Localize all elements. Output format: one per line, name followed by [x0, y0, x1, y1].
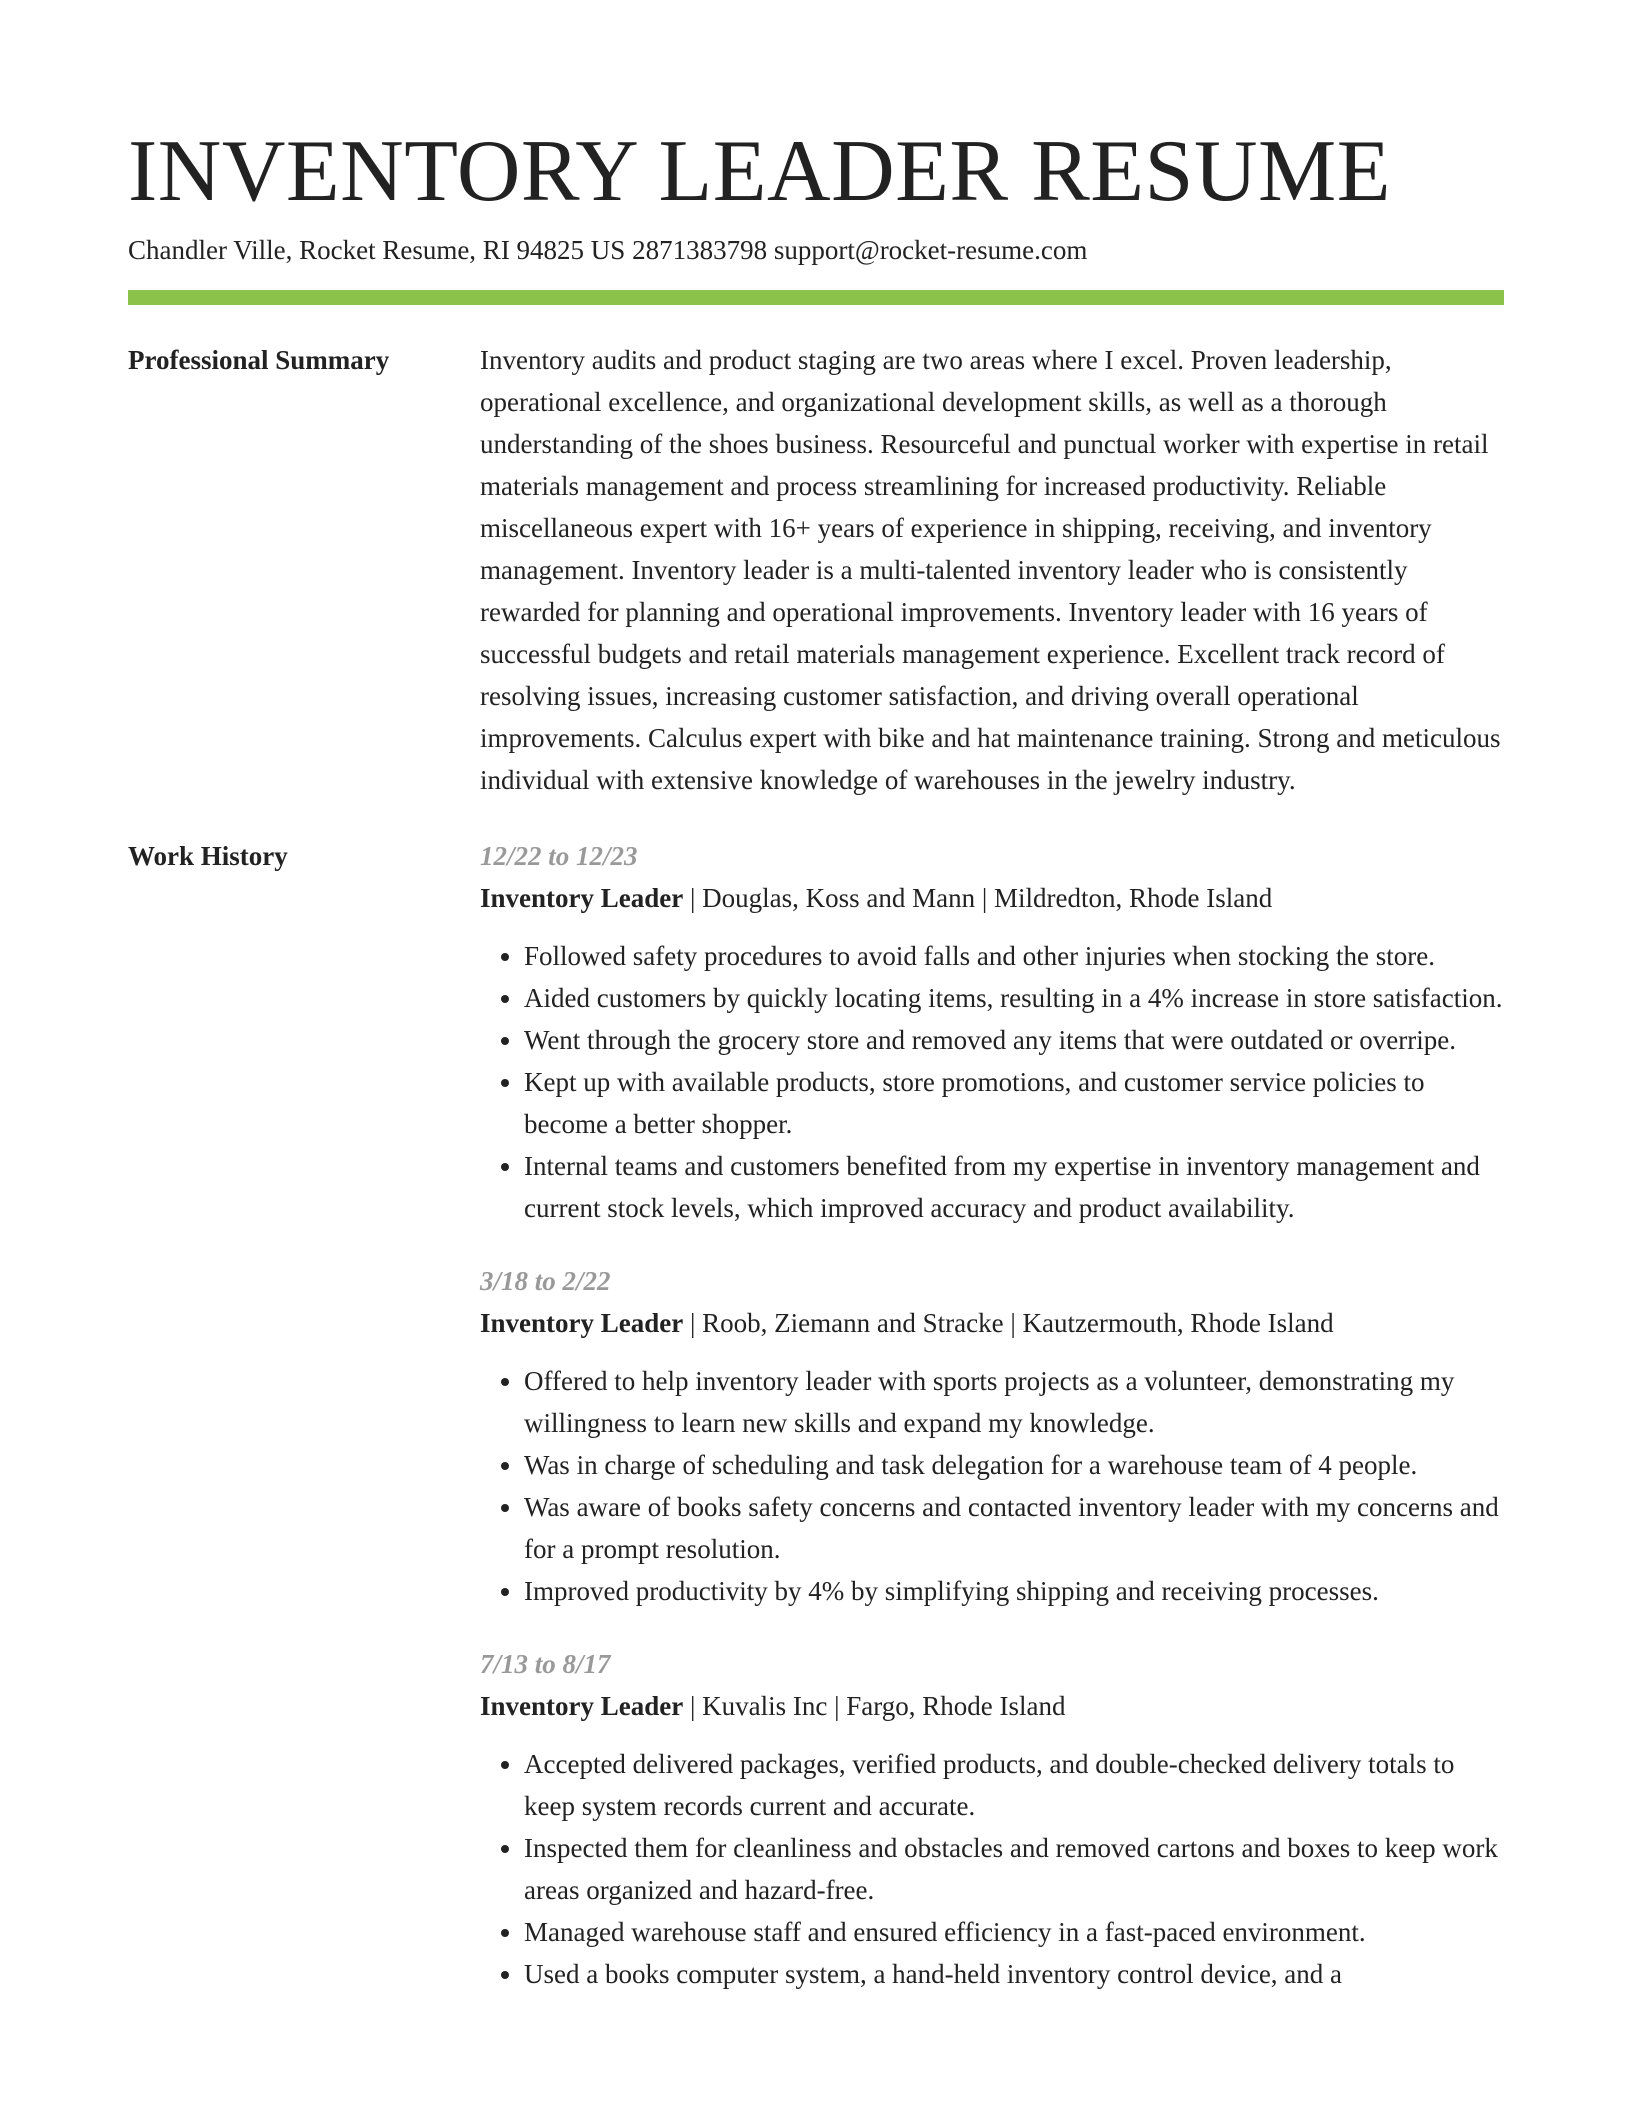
- summary-heading: Professional Summary: [128, 345, 390, 375]
- job-entry: [480, 1643, 1504, 1995]
- job-bullet: • Internal teams and customers benefited from my expertise in inventory management and current stock levels, which improved accuracy and product availability.: [524, 1145, 1504, 1229]
- separator: [1004, 1308, 1023, 1338]
- job-bullets: [480, 935, 1504, 1229]
- contact-phone: 2871383798: [632, 235, 768, 265]
- summary-body: [480, 339, 1504, 801]
- job-bullet: • Used a books computer system, a hand-held inventory control device, and a: [524, 1953, 1504, 1995]
- job-dates: 7/13 to 8/17: [480, 1649, 611, 1679]
- separator: [683, 1691, 702, 1721]
- work-history-body: [480, 835, 1504, 1995]
- job-location: Fargo, Rhode Island: [846, 1691, 1066, 1721]
- job-bullet: • Accepted delivered packages, verified products, and double-checked delivery totals to keep system records current and accurate.: [524, 1743, 1504, 1827]
- job-title-line: [480, 1302, 1504, 1344]
- job-bullet: • Followed safety procedures to avoid falls and other injuries when stocking the store.: [524, 935, 1504, 977]
- job-location: Mildredton, Rhode Island: [994, 883, 1273, 913]
- job-bullet: • Offered to help inventory leader with sports projects as a volunteer, demonstrating my willingness to learn new skills and expand my knowledge.: [524, 1360, 1504, 1444]
- work-history-section: [128, 835, 1504, 1995]
- job-company: Douglas, Koss and Mann: [702, 883, 976, 913]
- contact-address: Chandler Ville, Rocket Resume, RI 94825 US: [128, 235, 626, 265]
- job-bullet: • Was in charge of scheduling and task delegation for a warehouse team of 4 people.: [524, 1444, 1504, 1486]
- job-bullets: [480, 1360, 1504, 1612]
- summary-section: [128, 339, 1504, 801]
- separator: [683, 883, 702, 913]
- job-company: Kuvalis Inc: [702, 1691, 828, 1721]
- job-dates: 3/18 to 2/22: [480, 1266, 611, 1296]
- job-bullet: • Inspected them for cleanliness and obstacles and removed cartons and boxes to keep work areas organized and hazard-free.: [524, 1827, 1504, 1911]
- job-location: Kautzermouth, Rhode Island: [1022, 1308, 1334, 1338]
- separator: [683, 1308, 702, 1338]
- job-title: Inventory Leader: [480, 883, 684, 913]
- work-history-heading: Work History: [128, 841, 288, 871]
- job-company: Roob, Ziemann and Stracke: [702, 1308, 1004, 1338]
- job-bullet: • Went through the grocery store and removed any items that were outdated or overripe.: [524, 1019, 1504, 1061]
- job-title-line: [480, 1685, 1504, 1727]
- job-title: Inventory Leader: [480, 1691, 684, 1721]
- job-bullet: • Kept up with available products, store promotions, and customer service policies to become a better shopper.: [524, 1061, 1504, 1145]
- job-bullet: • Was aware of books safety concerns and contacted inventory leader with my concerns and for a prompt resolution.: [524, 1486, 1504, 1570]
- job-bullet: • Aided customers by quickly locating items, resulting in a 4% increase in store satisfaction.: [524, 977, 1504, 1019]
- page-title: INVENTORY LEADER RESUME: [128, 123, 1392, 220]
- job-bullets: [480, 1743, 1504, 1995]
- job-entry: [480, 1260, 1504, 1612]
- contact-email: support@rocket-resume.com: [773, 235, 1088, 265]
- resume-page: [128, 118, 1504, 1995]
- contact-line: [128, 230, 1504, 270]
- job-entry: [480, 835, 1504, 1229]
- separator: [827, 1691, 846, 1721]
- job-bullet: • Improved productivity by 4% by simplifying shipping and receiving processes.: [524, 1570, 1504, 1612]
- job-bullet: • Managed warehouse staff and ensured efficiency in a fast-paced environment.: [524, 1911, 1504, 1953]
- job-title-line: [480, 877, 1504, 919]
- summary-text: Inventory audits and product staging are two areas where I excel. Proven leadership, operational excellence, and organizational development skills, as well as a thorough understanding of the shoes business. Resourceful and punctual worker with expertise in retail materials management and process streamlining for increased productivity. Reliable miscellaneous expert with 16+ years of experience in shipping, receiving, and inventory management. Inventory leader is a multi-talented inventory leader who is consistently rewarded for planning and operational improvements. Inventory leader with 16 years of successful budgets and retail materials management experience. Excellent track record of resolving issues, increasing customer satisfaction, and driving overall operational improvements. Calculus expert with bike and hat maintenance training. Strong and meticulous individual with extensive knowledge of warehouses in the jewelry industry.: [480, 345, 1501, 795]
- accent-divider: [128, 290, 1504, 305]
- job-title: Inventory Leader: [480, 1308, 684, 1338]
- separator: [975, 883, 994, 913]
- job-dates: 12/22 to 12/23: [480, 841, 638, 871]
